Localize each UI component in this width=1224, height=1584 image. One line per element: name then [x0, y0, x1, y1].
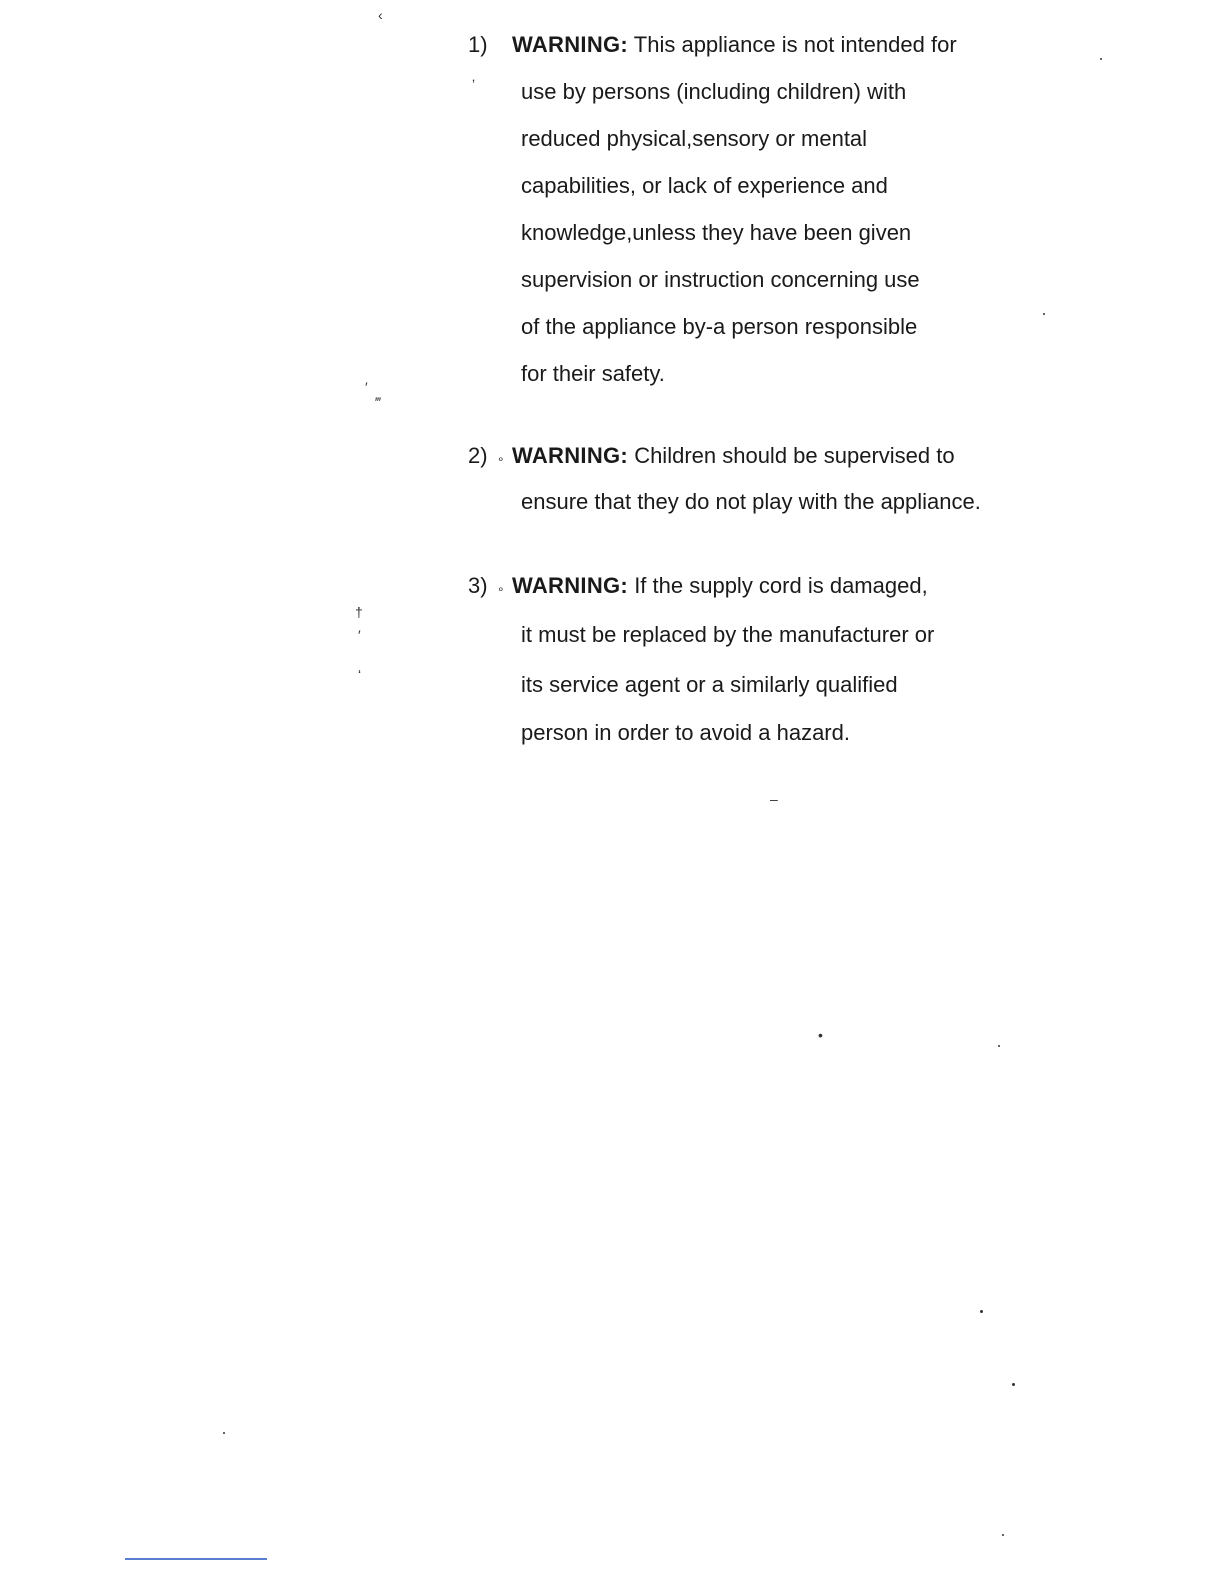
warning-line: supervision or instruction concerning use	[521, 267, 920, 292]
warning-line: its service agent or a similarly qualified	[521, 672, 898, 697]
warning-text: This appliance is not intended for	[633, 32, 957, 57]
scan-artifact: –	[770, 791, 778, 807]
bottom-rule	[125, 1558, 267, 1560]
scan-speck	[980, 1310, 983, 1313]
warning-number: 3)	[468, 573, 488, 598]
scan-artifact: ʻ	[358, 667, 362, 683]
warning-item-2	[468, 445, 1028, 525]
scan-artifact: ‴	[376, 394, 381, 410]
warning-number: 2)	[468, 443, 488, 468]
scan-artifact: •	[818, 1027, 823, 1043]
warning-line: person in order to avoid a hazard.	[521, 720, 850, 745]
warning-item-1	[468, 34, 1028, 394]
warning-item-3	[468, 575, 1028, 755]
warning-line	[512, 445, 955, 467]
scan-speck	[223, 1432, 225, 1434]
warning-line: it must be replaced by the manufacturer or	[521, 622, 935, 647]
warning-number: 1)	[468, 32, 488, 57]
scan-speck	[1012, 1383, 1015, 1386]
warning-line: ensure that they do not play with the appliance.	[521, 489, 981, 514]
warning-line: knowledge,unless they have been given	[521, 220, 912, 245]
scan-artifact: ‹	[378, 7, 383, 23]
warning-label: WARNING:	[512, 573, 629, 598]
warning-line	[512, 34, 957, 56]
bullet-mark: ∘	[497, 452, 505, 466]
scan-artifact: ′	[358, 627, 361, 643]
warning-text: Children should be supervised to	[634, 443, 955, 468]
scan-artifact: †	[355, 604, 363, 620]
warning-line: capabilities, or lack of experience and	[521, 173, 888, 198]
warning-line	[512, 575, 928, 597]
scan-speck	[998, 1045, 1000, 1047]
scan-speck	[1002, 1534, 1004, 1536]
warning-text: If the supply cord is damaged,	[634, 573, 928, 598]
warning-label: WARNING:	[512, 32, 629, 57]
warning-label: WARNING:	[512, 443, 629, 468]
warning-line: of the appliance by-a person responsible	[521, 314, 918, 339]
warning-line: use by persons (including children) with	[521, 79, 907, 104]
warning-line: reduced physical,sensory or mental	[521, 126, 868, 151]
scan-speck	[1100, 58, 1102, 60]
scan-speck	[1043, 313, 1045, 315]
warning-line: for their safety.	[521, 361, 665, 386]
scan-artifact: ′	[365, 379, 368, 395]
scan-artifact: ʼ	[472, 77, 476, 93]
bullet-mark: ∘	[497, 582, 505, 596]
